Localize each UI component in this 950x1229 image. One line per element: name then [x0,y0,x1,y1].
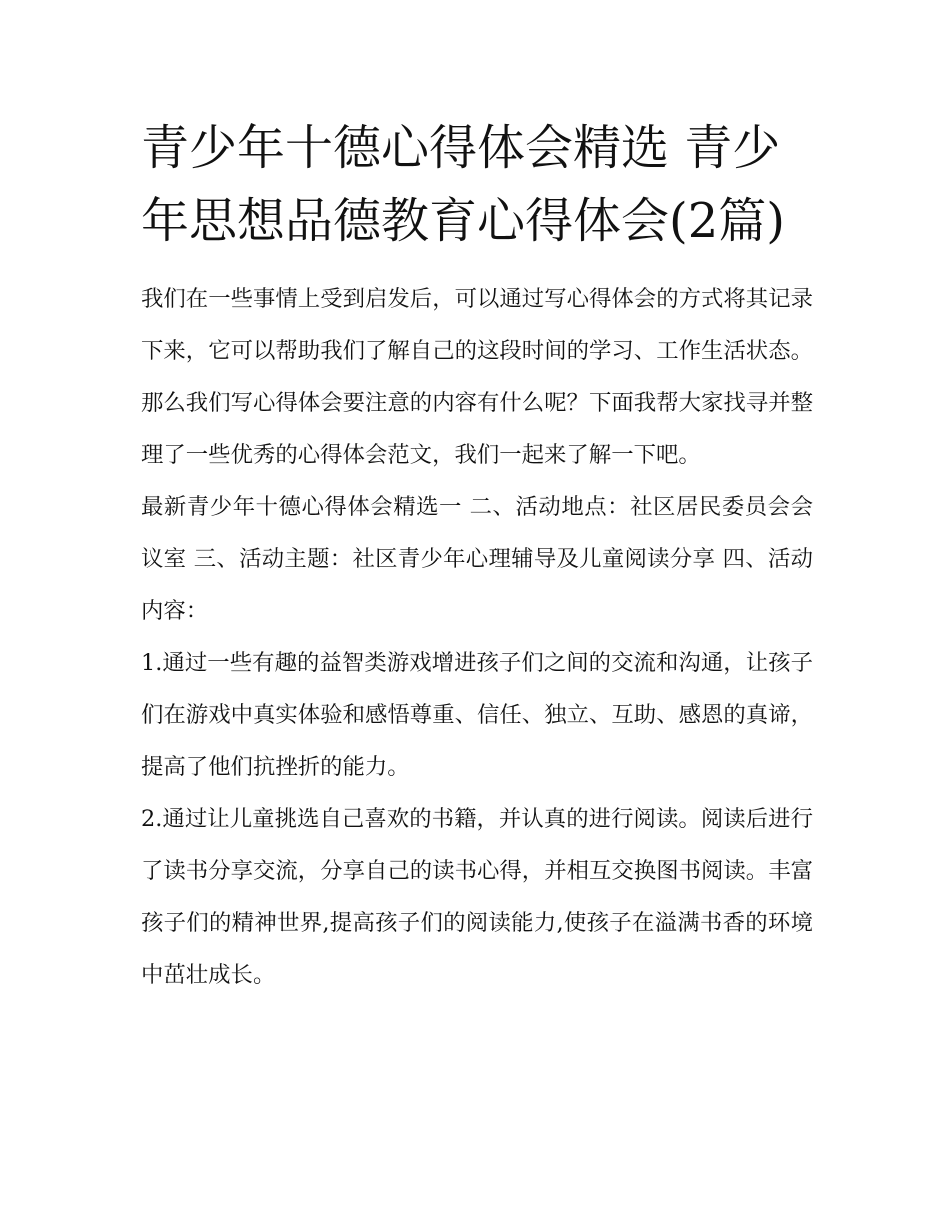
activity-item-1-paragraph: 1.通过一些有趣的益智类游戏增进孩子们之间的交流和沟通，让孩子们在游戏中真实体验和感悟尊重、信任、独立、互助、感恩的真谛，提高了他们抗挫折的能力。 [141,650,813,780]
intro-paragraph: 我们在一些事情上受到启发后，可以通过写心得体会的方式将其记录下来，它可以帮助我们了解自己的这段时间的学习、工作生活状态。那么我们写心得体会要注意的内容有什么呢？下面我帮大家找寻并整理了一些优秀的心得体会范文，我们一起来了解一下吧。 [141,286,813,468]
document-title: 青少年十德心得体会精选 青少年思想品德教育心得体会(2篇) [141,120,785,249]
activity-info-paragraph: 最新青少年十德心得体会精选一 二、活动地点：社区居民委员会会议室 三、活动主题：社区青少年心理辅导及儿童阅读分享 四、活动内容： [141,494,813,624]
activity-item-2-paragraph: 2.通过让儿童挑选自己喜欢的书籍，并认真的进行阅读。阅读后进行了读书分享交流，分享自己的读书心得，并相互交换图书阅读。丰富孩子们的精神世界,提高孩子们的阅读能力,使孩子在溢满书香的环境中茁壮成长。 [141,806,813,988]
document-body [141,112,813,1001]
